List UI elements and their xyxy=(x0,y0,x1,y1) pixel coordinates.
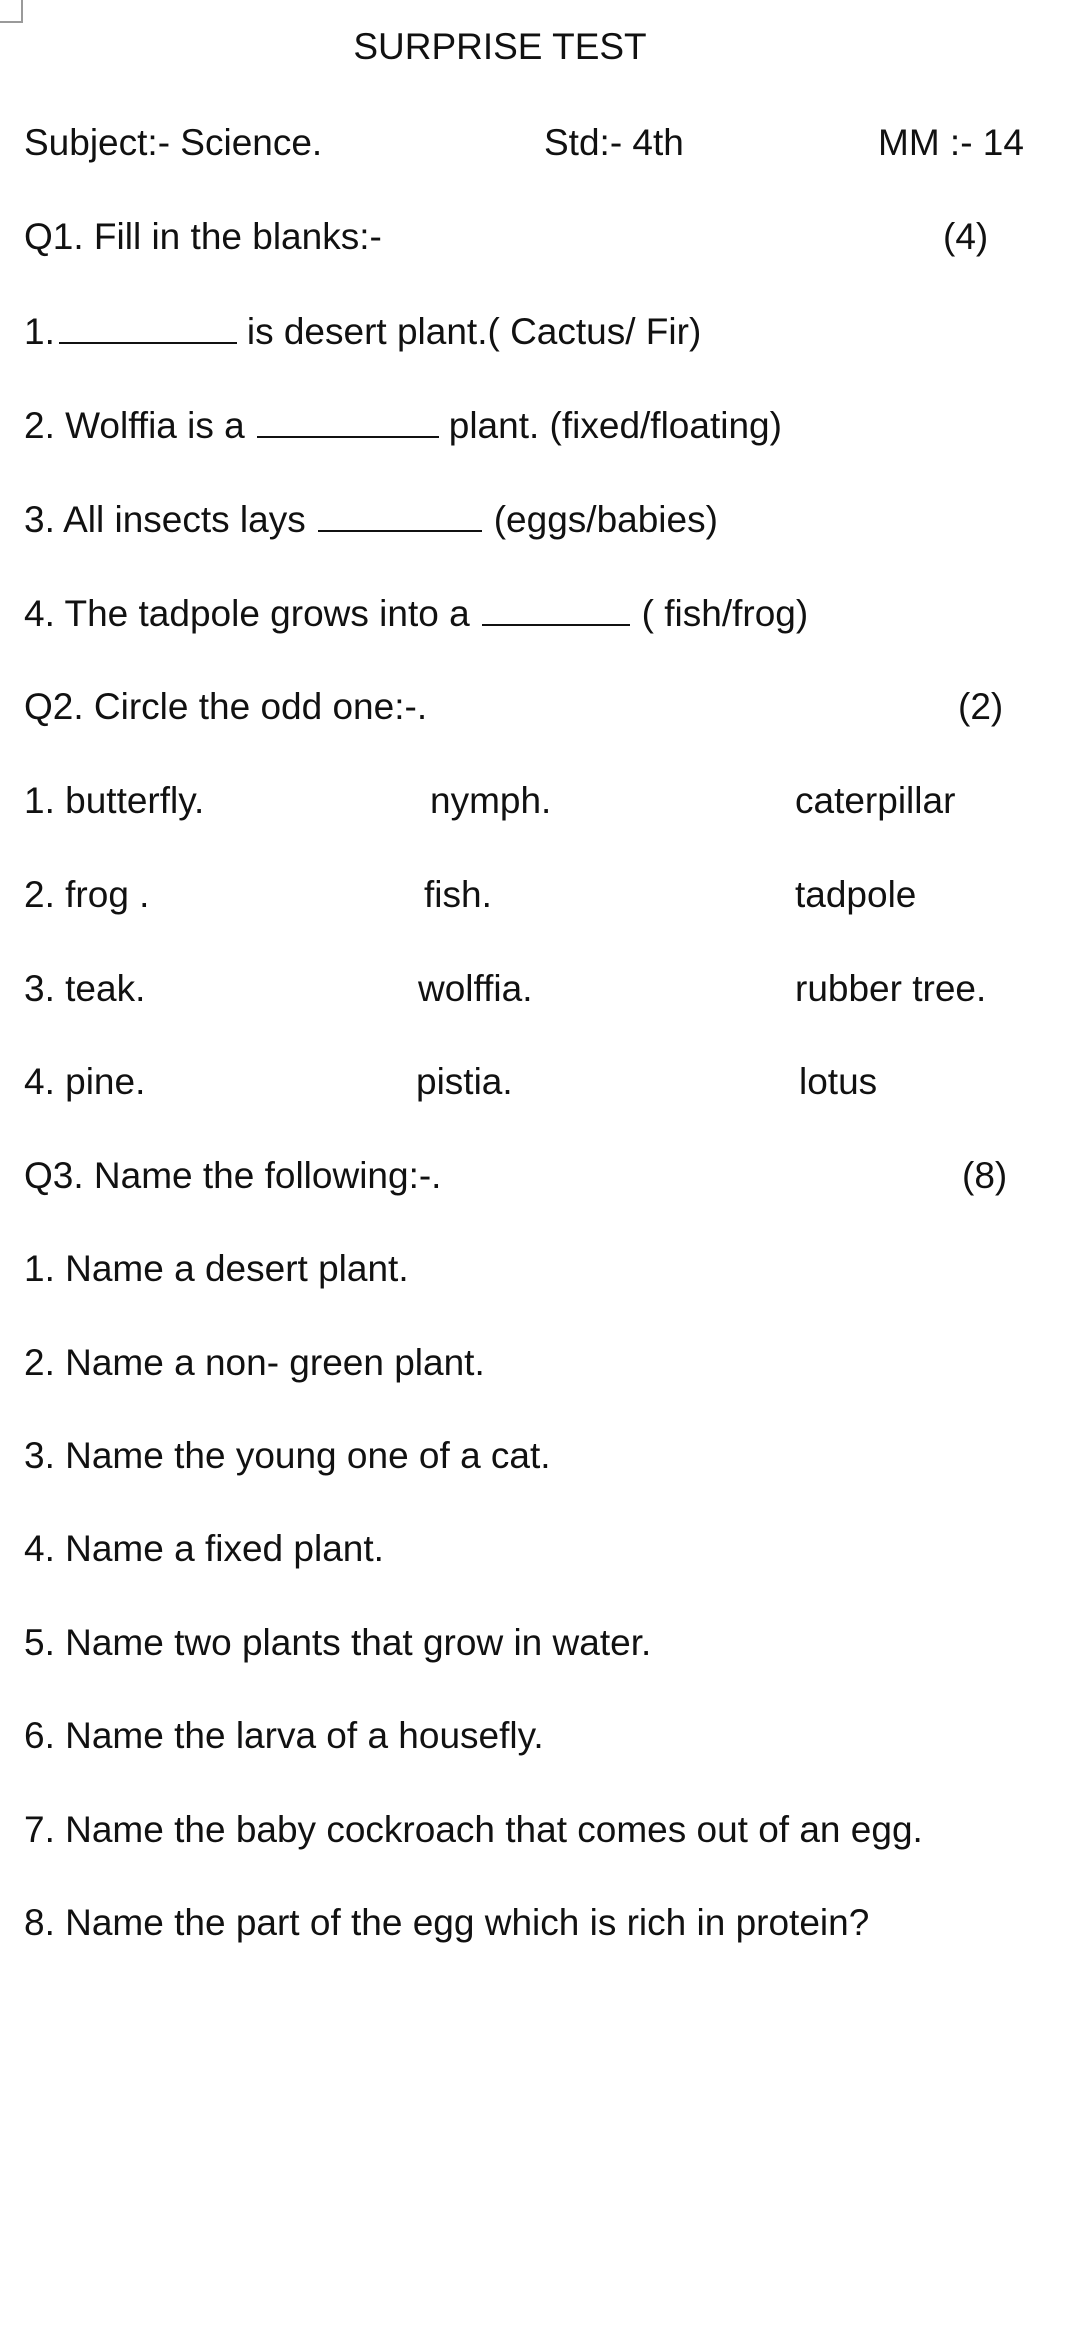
q2-option: lotus xyxy=(799,1061,878,1102)
q3-item-text: 4. Name a fixed plant. xyxy=(24,1528,384,1569)
q3-item xyxy=(0,1811,1080,1855)
q1-item-1-before: 1. xyxy=(24,311,55,352)
q2-heading: Q2. Circle the odd one:-. xyxy=(24,686,428,727)
q2-option: 2. frog . xyxy=(24,874,150,915)
q1-item-1-after: is desert plant.( Cactus/ Fir) xyxy=(246,311,702,352)
q2-row-1 xyxy=(0,782,1080,826)
blank-line xyxy=(257,406,439,438)
q3-item xyxy=(0,1904,1080,1948)
q3-item xyxy=(0,1250,1080,1294)
q1-item-3-before: 3. All insects lays xyxy=(24,499,306,540)
q1-item-3-after: (eggs/babies) xyxy=(493,499,718,540)
page-title: SURPRISE TEST xyxy=(353,26,647,67)
q1-heading: Q1. Fill in the blanks:- xyxy=(24,216,382,257)
q2-row-2 xyxy=(0,876,1080,920)
q3-item-text: 8. Name the part of the egg which is rich in protein? xyxy=(24,1902,870,1943)
q1-item-2-text xyxy=(24,406,782,444)
q3-heading: Q3. Name the following:-. xyxy=(24,1155,442,1196)
q3-item-text: 3. Name the young one of a cat. xyxy=(24,1435,551,1476)
q2-option: caterpillar xyxy=(795,780,956,821)
q1-item-2-before: 2. Wolffia is a xyxy=(24,405,245,446)
blank-line xyxy=(482,594,630,626)
q3-item-text: 1. Name a desert plant. xyxy=(24,1248,409,1289)
q1-heading-row xyxy=(0,218,1080,262)
q1-item-1 xyxy=(0,312,1080,356)
q3-item xyxy=(0,1717,1080,1761)
q2-option: 1. butterfly. xyxy=(24,780,205,821)
q3-item-text: 2. Name a non- green plant. xyxy=(24,1342,485,1383)
q2-marks: (2) xyxy=(958,686,1004,727)
q2-option: wolffia. xyxy=(418,968,533,1009)
blank-line xyxy=(59,312,237,344)
q2-option: pistia. xyxy=(416,1061,513,1102)
page-corner-mark xyxy=(0,0,23,23)
q3-item-text: 7. Name the baby cockroach that comes out of an egg. xyxy=(24,1809,923,1850)
q2-option: 3. teak. xyxy=(24,968,146,1009)
q3-marks: (8) xyxy=(962,1155,1008,1196)
q2-row-4 xyxy=(0,1063,1080,1107)
q3-item-text: 5. Name two plants that grow in water. xyxy=(24,1622,652,1663)
q1-item-4-after: ( fish/frog) xyxy=(641,593,809,634)
q1-item-4 xyxy=(0,594,1080,638)
q1-item-3 xyxy=(0,500,1080,544)
std-label: Std:- 4th xyxy=(544,122,684,163)
header-row xyxy=(0,124,1080,168)
q2-option: nymph. xyxy=(430,780,552,821)
q1-item-1-text xyxy=(24,312,701,350)
q2-option: tadpole xyxy=(795,874,917,915)
q3-item-text: 6. Name the larva of a housefly. xyxy=(24,1715,544,1756)
q2-option: rubber tree. xyxy=(795,968,987,1009)
title-row xyxy=(0,28,1080,72)
q3-item xyxy=(0,1624,1080,1668)
q3-item xyxy=(0,1530,1080,1574)
q1-item-3-text xyxy=(24,500,718,538)
q3-heading-row xyxy=(0,1157,1080,1201)
q1-item-2-after: plant. (fixed/floating) xyxy=(448,405,782,446)
q2-row-3 xyxy=(0,970,1080,1014)
q3-item xyxy=(0,1344,1080,1388)
q1-item-2 xyxy=(0,406,1080,450)
max-marks-label: MM :- 14 xyxy=(878,122,1024,163)
subject-label: Subject:- Science. xyxy=(24,122,323,163)
q2-option: 4. pine. xyxy=(24,1061,146,1102)
q1-marks: (4) xyxy=(943,216,989,257)
q1-item-4-before: 4. The tadpole grows into a xyxy=(24,593,470,634)
q2-heading-row xyxy=(0,688,1080,732)
blank-line xyxy=(318,500,482,532)
q2-option: fish. xyxy=(424,874,492,915)
q3-item xyxy=(0,1437,1080,1481)
q1-item-4-text xyxy=(24,594,808,632)
